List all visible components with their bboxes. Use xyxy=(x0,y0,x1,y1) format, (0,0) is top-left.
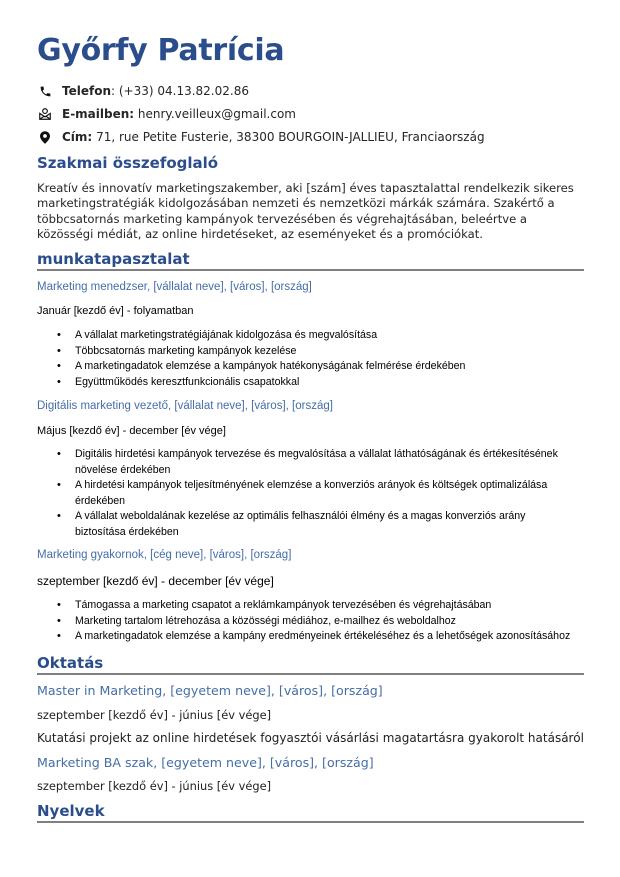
education-title: Marketing BA szak, [egyetem neve], [város], [ország] xyxy=(37,755,374,770)
education-dates: szeptember [kezdő év] - június [év vége] xyxy=(37,708,272,722)
contact-label: Telefon xyxy=(62,84,111,98)
phone-icon xyxy=(37,84,53,98)
education-dates: szeptember [kezdő év] - június [év vége] xyxy=(37,779,272,793)
list-item: • A marketingadatok elemzése a kampány eredményeinek értékeléséhez és a lehetőségek azonosításához xyxy=(57,629,577,645)
contact-phone: Telefon: (+33) 04.13.82.02.86 xyxy=(37,84,249,98)
contact-label: Cím: xyxy=(62,130,93,144)
summary-heading: Szakmai összefoglaló xyxy=(37,154,219,172)
job-dates: Május [kezdő év] - december [év vége] xyxy=(37,425,226,437)
education-title: Master in Marketing, [egyetem neve], [város], [ország] xyxy=(37,683,383,698)
phone-value: (+33) 04.13.82.02.86 xyxy=(118,84,249,98)
job-title: Digitális marketing vezető, [vállalat neve], [város], [ország] xyxy=(37,400,333,412)
email-value[interactable]: henry.veilleux@gmail.com xyxy=(137,107,296,121)
list-item: • A marketingadatok elemzése a kampányok hatékonyságának felmérése érdekében xyxy=(57,359,577,375)
job-bullet-list xyxy=(57,328,577,390)
contact-address xyxy=(37,130,485,144)
list-item: • Marketing tartalom létrehozása a közösségi médiához, e-mailhez és weboldalhoz xyxy=(57,614,577,630)
list-item: • Többcsatornás marketing kampányok kezelése xyxy=(57,344,577,360)
list-item: • A vállalat marketingstratégiájának kidolgozása és megvalósítása xyxy=(57,328,577,344)
candidate-name: Győrfy Patrícia xyxy=(37,33,285,68)
job-title: Marketing gyakornok, [cég neve], [város], [ország] xyxy=(37,549,292,561)
list-item: • Digitális hirdetési kampányok tervezése és megvalósítása a vállalat láthatóságának és értékesítésének növelése érdekében xyxy=(57,447,577,478)
summary-text: Kreatív és innovatív marketingszakember, aki [szám] éves tapasztalattal rendelkezik sikeres marketingstratégiák kidolgozásában nemzeti és nemzetközi márkák számára. Szakértő a többcsatornás marketing kampányok tervezésében és végrehajtásában, beleértve a közösségi médiát, az online hirdetéseket, az eseményeket és a promóciókat. xyxy=(37,181,574,242)
job-dates: szeptember [kezdő év] - december [év vége] xyxy=(37,574,274,588)
job-title: Marketing menedzser, [vállalat neve], [város], [ország] xyxy=(37,281,312,293)
job-bullet-list xyxy=(57,447,577,540)
languages-heading: Nyelvek xyxy=(37,802,584,823)
list-item: • Támogassa a marketing csapatot a reklámkampányok tervezésében és végrehajtásában xyxy=(57,598,577,614)
job-dates: Január [kezdő év] - folyamatban xyxy=(37,305,194,317)
experience-heading: munkatapasztalat xyxy=(37,250,584,271)
list-item: • Együttműködés keresztfunkcionális csapatokkal xyxy=(57,375,577,391)
location-pin-icon xyxy=(37,130,53,144)
education-heading: Oktatás xyxy=(37,654,584,675)
list-item: • A vállalat weboldalának kezelése az optimális felhasználói élmény és a magas konverziós arány biztosítása érdekében xyxy=(57,509,577,540)
contact-email xyxy=(37,107,296,121)
contact-label: E-mailben: xyxy=(62,107,135,121)
job-bullet-list xyxy=(57,598,577,645)
email-icon xyxy=(37,107,53,121)
list-item: • A hirdetési kampányok teljesítményének elemzése a konverziós arányok és költségek optimalizálása érdekében xyxy=(57,478,577,509)
education-description: Kutatási projekt az online hirdetések fogyasztói vásárlási magatartásra gyakorolt hatásáról xyxy=(37,731,584,745)
address-value: 71, rue Petite Fusterie, 38300 BOURGOIN-JALLIEU, Franciaország xyxy=(96,130,485,144)
